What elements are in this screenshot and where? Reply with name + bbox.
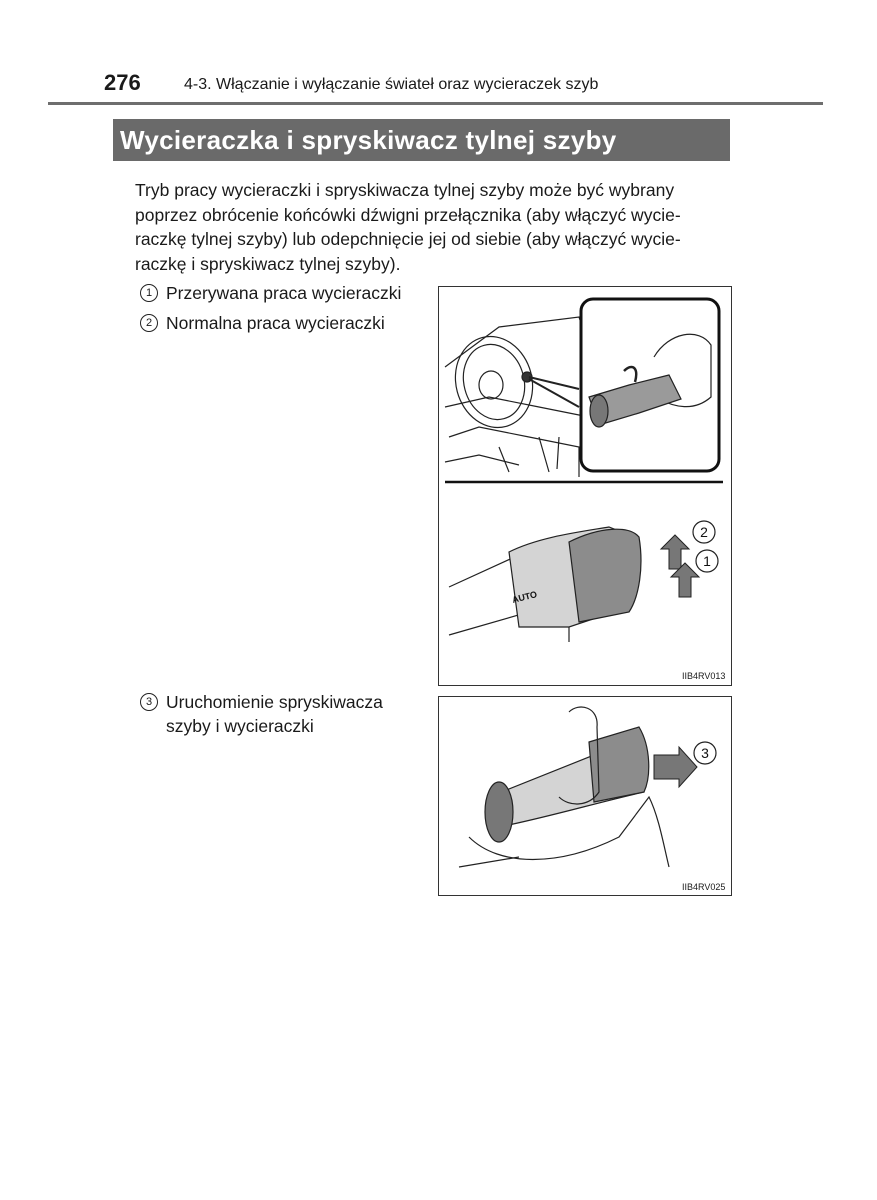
dashboard-illustration bbox=[445, 317, 589, 477]
figure-code: IIB4RV013 bbox=[682, 671, 726, 681]
list-item bbox=[140, 281, 401, 305]
header-divider bbox=[48, 102, 823, 105]
section-title: Wycieraczka i spryskiwacz tylnej szyby bbox=[113, 119, 730, 161]
marker-number: 1 bbox=[703, 553, 711, 569]
paragraph-line: raczkę tylnej szyby) lub odepchnięcie jej od siebie (aby włączyć wycie- bbox=[135, 229, 681, 249]
page-number: 276 bbox=[104, 70, 141, 95]
figure-code: IIB4RV025 bbox=[682, 882, 726, 892]
item-label: Normalna praca wycieraczki bbox=[166, 313, 385, 333]
paragraph-line: raczkę i spryskiwacz tylnej szyby). bbox=[135, 253, 401, 274]
hand-lever-illustration bbox=[459, 707, 669, 867]
body-paragraph bbox=[135, 178, 735, 276]
item-number: 2 bbox=[140, 314, 158, 332]
chapter-title: 4-3. Włączanie i wyłączanie świateł oraz wycieraczek szyb bbox=[184, 76, 599, 93]
arrow-icon bbox=[654, 747, 697, 787]
item-label: szyby i wycieraczki bbox=[166, 716, 314, 736]
washer-push-illustration bbox=[439, 697, 731, 895]
lever-illustration bbox=[449, 527, 641, 642]
list-item bbox=[140, 690, 383, 738]
figure-washer-push bbox=[438, 696, 732, 896]
paragraph-line: Tryb pracy wycieraczki i spryskiwacza tylnej szyby może być wybrany bbox=[135, 180, 675, 200]
item-number: 3 bbox=[140, 693, 158, 711]
list-item bbox=[140, 311, 385, 335]
item-label: Uruchomienie spryskiwacza bbox=[166, 692, 383, 712]
paragraph-line: poprzez obrócenie końcówki dźwigni przełącznika (aby włączyć wycie- bbox=[135, 204, 681, 225]
marker-number: 2 bbox=[700, 524, 708, 540]
switch-label: AUTO bbox=[511, 589, 539, 605]
item-number: 1 bbox=[140, 284, 158, 302]
figure-wiper-lever bbox=[438, 286, 732, 686]
wiper-lever-illustration bbox=[439, 287, 731, 685]
item-label: Przerywana praca wycieraczki bbox=[166, 283, 402, 303]
marker-number: 3 bbox=[701, 745, 709, 761]
